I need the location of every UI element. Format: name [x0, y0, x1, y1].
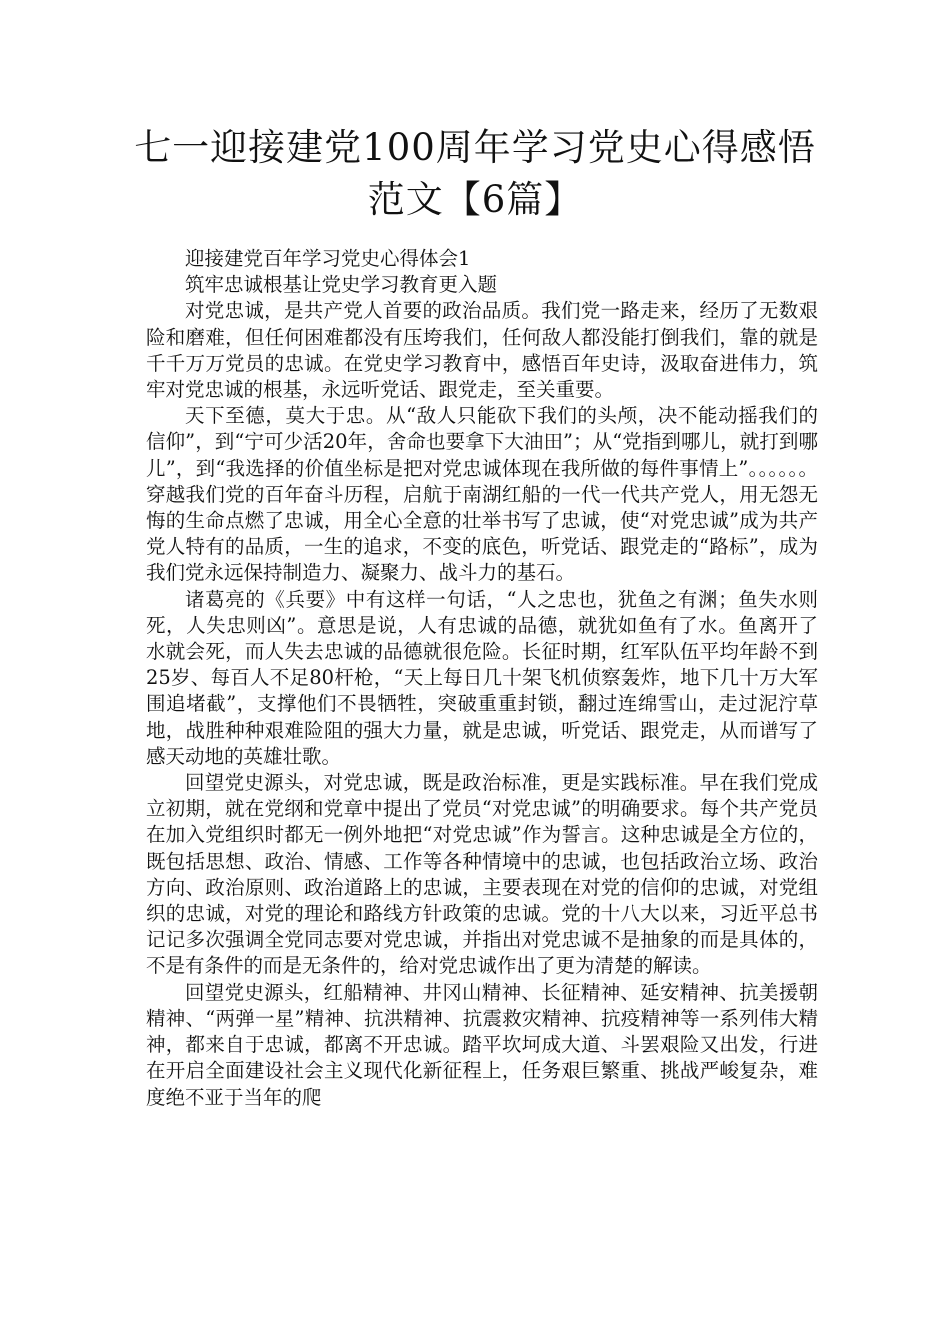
document-body — [146, 246, 818, 1111]
paragraph-1: 对党忠诚，是共产党人首要的政治品质。我们党一路走来，经历了无数艰险和磨难，但任何困难都没有压垮我们，任何敌人都没能打倒我们，靠的就是千千万万党员的忠诚。在党史学习教育中，感悟百年史诗，汲取奋进伟力，筑牢对党忠诚的根基，永远听党话、跟党走，至关重要。 — [146, 299, 818, 402]
subheading: 筑牢忠诚根基让党史学习教育更入题 — [185, 273, 498, 297]
paragraph-5: 回望党史源头，红船精神、井冈山精神、长征精神、延安精神、抗美援朝精神、“两弹一星”精神、抗洪精神、抗震救灾精神、抗疫精神等一系列伟大精神，都来自于忠诚，都离不开忠诚。踏平坎坷成大道、斗罢艰险又出发，行进在开启全面建设社会主义现代化新征程上，任务艰巨繁重、挑战严峻复杂，难度绝不亚于当年的爬 — [146, 980, 818, 1109]
title-line-1: 七一迎接建党100周年学习党史心得感悟 — [134, 126, 816, 169]
paragraph-4: 回望党史源头，对党忠诚，既是政治标准，更是实践标准。早在我们党成立初期，就在党纲和党章中提出了党员“对党忠诚”的明确要求。每个共产党员在加入党组织时都无一例外地把“对党忠诚”作为誓言。这种忠诚是全方位的，既包括思想、政治、情感、工作等各种情境中的忠诚，也包括政治立场、政治方向、政治原则、政治道路上的忠诚，主要表现在对党的信仰的忠诚，对党组织的忠诚，对党的理论和路线方针政策的忠诚。党的十八大以来，习近平总书记记多次强调全党同志要对党忠诚，并指出对党忠诚不是抽象的而是具体的，不是有条件的而是无条件的，给对党忠诚作出了更为清楚的解读。 — [146, 771, 818, 978]
paragraph-2: 天下至德，莫大于忠。从“敌人只能砍下我们的头颅，决不能动摇我们的信仰”，到“宁可少活20年，舍命也要拿下大油田”；从“党指到哪儿，就打到哪儿”，到“我选择的价值坐标是把对党忠诚体现在我所做的每件事情上”。。。。。。穿越我们党的百年奋斗历程，启航于南湖红船的一代一代共产党人，用无怨无悔的生命点燃了忠诚，用全心全意的壮举书写了忠诚，使“对党忠诚”成为共产党人特有的品质，一生的追求，不变的底色，听党话、跟党走的“路标”，成为我们党永远保持制造力、凝聚力、战斗力的基石。 — [146, 404, 818, 585]
paragraph-3: 诸葛亮的《兵要》中有这样一句话，“人之忠也，犹鱼之有渊；鱼失水则死，人失忠则凶”。意思是说，人有忠诚的品德，就犹如鱼有了水。鱼离开了水就会死，而人失去忠诚的品德就很危险。长征时期，红军队伍平均年龄不到25岁、每百人不足80杆枪，“天上每日几十架飞机侦察轰炸，地下几十万大军围追堵截”，支撑他们不畏牺牲，突破重重封锁，翻过连绵雪山，走过泥泞草地，战胜种种艰难险阻的强大力量，就是忠诚，听党话、跟党走，从而谱写了感天动地的英雄壮歌。 — [146, 587, 818, 768]
document-title — [120, 122, 830, 226]
title-line-2: 范文【6篇】 — [367, 178, 583, 221]
section-heading: 迎接建党百年学习党史心得体会1 — [185, 247, 471, 270]
